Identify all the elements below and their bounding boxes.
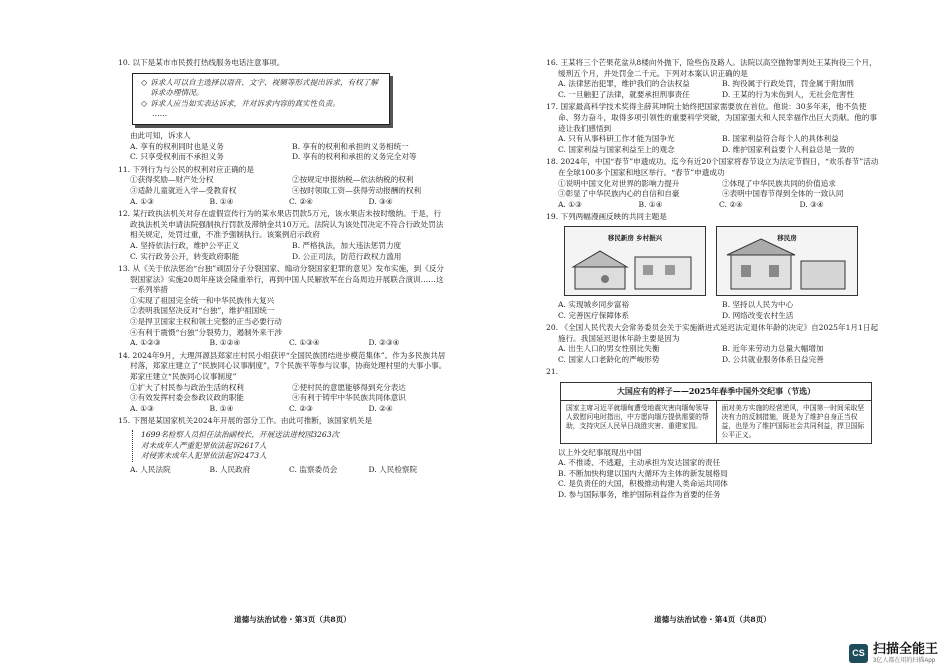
statement: ③是捍卫国家主权和领土完整的正当必要行动 <box>130 317 282 327</box>
comic-right <box>716 226 858 296</box>
question-15 <box>118 416 448 475</box>
question-13 <box>118 264 448 349</box>
option: C. 完善医疗保障体系 <box>558 310 630 320</box>
options <box>118 465 448 476</box>
statement: ①获得奖励—财产处分权 <box>130 175 214 185</box>
page-footer-3: 道德与法治试卷・第3页（共8页） <box>234 615 351 624</box>
statement: ③适龄儿童就近入学—受教育权 <box>130 185 237 195</box>
statement: ④按时领取工资—获得劳动报酬的权利 <box>292 185 422 195</box>
question-stem: 20. 《全国人民代表大会常务委员会关于实施渐进式延迟法定退休年龄的决定》自2025年1月1日起施行。我国延迟退休年龄主要是因为 <box>546 323 879 343</box>
option: C. ②③ <box>289 403 313 413</box>
option: D. 公正司法，防范行政权力滥用 <box>292 251 402 261</box>
statement: ①说明中国文化对世界的影响力提升 <box>558 178 680 188</box>
diary-body <box>561 401 871 443</box>
statement: ③彰显了中华民族内心的自信和自豪 <box>558 189 680 199</box>
option: C. 只享受权利而不承担义务 <box>130 152 224 162</box>
figure-line: 对未成年人严重犯罪依法起诉2617人 <box>141 440 267 450</box>
diary-entry-left: 国家主席习近平就缅甸遭受地震灾害向缅甸领导人致慰问电时指出，中方愿向缅方提供需要的帮助，支持灾区人民早日战胜灾害、重建家园。 <box>566 403 709 430</box>
statement: ①扩大了村民参与政治生活的权利 <box>130 382 244 392</box>
option: D. ②③④ <box>368 338 400 348</box>
option: D. ②④ <box>368 403 393 413</box>
option: D. 享有的权利和承担的义务完全对等 <box>292 152 417 162</box>
option: C. 实行政务公开，转变政府职能 <box>130 251 240 261</box>
question-19 <box>546 212 880 321</box>
options <box>118 338 448 349</box>
option: B. ①④ <box>209 403 234 413</box>
options <box>546 458 880 500</box>
option: D. 维护国家利益要个人利益总是一致的 <box>722 144 855 154</box>
diary-entry-right: 面对美方实施的经营逆风，中国第一时间采取坚决有力的反制措施，既是为了维护自身正当权益，也是为了维护国际社会共同利益，捍卫国际公平正义。 <box>716 401 872 443</box>
diary-title: 大国应有的样子——2025年春季中国外交纪事（节选） <box>561 383 871 401</box>
statement-items <box>118 383 448 404</box>
question-12 <box>118 209 448 262</box>
option: A. ①②③ <box>130 338 161 348</box>
option: C. 一旦触犯了法律，就要承担刑事责任 <box>558 89 690 99</box>
agency-work-figure <box>132 430 341 462</box>
statement: ③有效发挥村委会参政议政的职能 <box>130 393 244 403</box>
option: D. ③④ <box>799 199 824 209</box>
option: B. 坚持以人民为中心 <box>722 299 794 309</box>
option: B. ①②④ <box>209 338 241 348</box>
option: B. 近年来劳动力总量大幅增加 <box>722 344 824 354</box>
option: A. ①③ <box>558 199 582 209</box>
option: A. 法律惩治犯罪，维护我们的合法权益 <box>558 79 690 89</box>
comic-left-caption: 移民新房 乡村振兴 <box>607 233 663 242</box>
question-number: 21. <box>546 367 559 377</box>
options <box>118 241 448 262</box>
option: B. ①④ <box>638 199 663 209</box>
statement: ④有利于震慑“台独”分裂势力，遏制外来干涉 <box>130 327 283 337</box>
page-3-column <box>118 58 448 477</box>
comic-left <box>564 226 706 296</box>
camscanner-logo-icon: CS <box>849 644 868 663</box>
question-stem: 19. 下列两幅漫画反映的共同主题是 <box>546 212 667 222</box>
option: A. 坚持依法行政，维护公平正义 <box>130 240 240 250</box>
watermark-subtitle: 3亿人都在用的扫描App <box>872 658 935 664</box>
question-stem: 11. 下列行为与公民的权利对应正确的是 <box>118 164 254 174</box>
statement: ②按规定申报纳税—依法纳税的权利 <box>292 175 414 185</box>
question-20 <box>546 323 880 365</box>
option: D. 王某的行为未伤到人，无社会危害性 <box>722 89 855 99</box>
option: B. ①④ <box>209 196 234 206</box>
option: B. 不断加快构建以国内大循环为主体的新发展格局 <box>558 468 728 478</box>
option: A. 人民法院 <box>130 464 171 474</box>
page-4-column <box>546 58 880 503</box>
comic-pair <box>564 226 880 296</box>
option: B. 享有的权利和承担的义务相统一 <box>292 141 409 151</box>
options <box>546 134 880 155</box>
statement: ④有利于铸牢中华民族共同体意识 <box>292 393 406 403</box>
question-stem: 12. 某行政执法机关对存在虚假宣传行为的某水果店罚款5万元，该水果店未按时缴纳。于是，行政执法机关申请法院强制执行罚款及滞纳金共10万元。法院认为该处罚决定不符合行政处罚法相关规定，处罚过重，不准予强制执行。该案例启示政府 <box>118 209 444 240</box>
diamond-icon: ◇ <box>141 77 148 87</box>
page-footer-4: 道德与法治试卷・第4页（共8页） <box>654 615 771 624</box>
option: C. 国家利益与国家利益至上的观念 <box>558 144 675 154</box>
option: C. ②④ <box>289 196 313 206</box>
option: D. 公共就业服务体系日益完善 <box>722 354 824 364</box>
question-lead: 由此可知，诉求人 <box>130 130 191 140</box>
option: A. 享有的权利同时也是义务 <box>130 141 224 151</box>
options <box>546 79 880 100</box>
question-stem: 17. 国家最高科学技术奖得主薛其坤院士始终把国家需要放在首位。他说：30多年来，他不负使命、努力奋斗，取得多项引领性的重要科学突破，为国家强大和人民幸福作出巨大贡献。他的事迹让我们感悟到 <box>546 102 877 133</box>
options <box>118 197 448 208</box>
option: B. 严格执法，加大违法惩罚力度 <box>292 240 402 250</box>
option: C. 监察委员会 <box>289 464 338 474</box>
notice-line: 诉求人应当如实表达诉求，并对诉求内容的真实性负责。 <box>150 98 340 108</box>
options <box>546 200 880 211</box>
watermark-name: 扫描全能王 <box>872 641 938 656</box>
question-stem: 15. 下图是某国家机关2024年开展的部分工作。由此可推断，该国家机关是 <box>118 416 373 426</box>
options <box>118 404 448 415</box>
statement: ②体现了中华民族共同的价值追求 <box>722 178 836 188</box>
comic-right-caption: 移民房 <box>777 233 797 242</box>
question-stem: 16. 王某将三个芒果花盆从8楼向外抛下，险些伤及路人。法院以高空抛物罪判处王某拘役三个月，缓刑五个月，并处罚金二千元。下列对本案认识正确的是 <box>546 58 877 78</box>
question-14 <box>118 351 448 415</box>
question-16 <box>546 58 880 100</box>
question-18 <box>546 157 880 210</box>
option: A. 不推诿、不逃避，主动承担为发达国家的责任 <box>558 458 721 468</box>
statement-items <box>546 179 880 200</box>
option: A. 出生人口的男女性别比失衡 <box>558 344 660 354</box>
question-stem: 10. 以下是某市市民拨打热线服务电话注意事项。 <box>118 58 285 67</box>
option: D. 参与国际事务，维护国际利益作为首要的任务 <box>558 490 721 500</box>
option: D. 人民检察院 <box>368 464 418 474</box>
option: B. 拘役属于行政处罚，罚金属于附加刑 <box>722 79 854 89</box>
option: D. 网络改变农村生活 <box>722 310 794 320</box>
notice-line: 诉求人可以自主选择以语音、文字、视频等形式提出诉求，有权了解诉求办理情况。 <box>150 77 378 98</box>
statement: ④表明中国春节得到全体的一致认同 <box>722 189 844 199</box>
option: C. ②④ <box>719 199 743 209</box>
question-21 <box>546 367 880 500</box>
option: C. ①③④ <box>289 338 320 348</box>
hotline-notice-box <box>132 73 390 125</box>
diamond-icon: ◇ <box>141 98 148 108</box>
watermark-text <box>873 642 938 664</box>
option: C. 是负责任的大国，积极推动构建人类命运共同体 <box>558 479 728 489</box>
option: D. ③④ <box>368 196 393 206</box>
scanner-watermark <box>849 642 938 664</box>
statement: ②使村民的意愿能够得到充分表达 <box>292 382 406 392</box>
question-stem: 18. 2024年，中国“春节”申遗成功。迄今有近20个国家将春节设立为法定节假日，“欢乐春节”活动在全球100多个国家和地区举行。“春节”申遗成功 <box>546 157 879 177</box>
options <box>118 142 448 163</box>
question-lead: 以上外交纪事展现出中国 <box>558 447 642 457</box>
statement: ②表明我国坚决反对“台独”，维护祖国统一 <box>130 306 275 316</box>
options <box>546 344 880 365</box>
question-10 <box>118 58 448 163</box>
question-stem: 14. 2024年9月，大理洱源县郑家庄村民小组获评“全国民族团结进步模范集体”。作为多民族共居村落，郑家庄建立了“民族同心议事制度”，7个民族平等参与议事，协商处理村里的大事小事。郑家庄建立“民族同心议事制度” <box>118 350 447 382</box>
question-17 <box>546 102 880 155</box>
diplomacy-diary-box <box>560 382 872 444</box>
option: B. 国家利益符合每个人的具体利益 <box>722 134 839 144</box>
statement-items <box>118 296 448 338</box>
question-stem: 13. 从《关于依法惩治“台独”顽固分子分裂国家、煽动分裂国家犯罪的意见》发布实施，到《反分裂国家法》实施20周年座谈会隆重举行，再到中国人民解放军在台岛周边开展联合演训……这一系列举措 <box>118 264 444 295</box>
option: A. 只有从事科研工作才能为国争光 <box>558 134 675 144</box>
question-11 <box>118 165 448 207</box>
option: C. 国家人口老龄化的严峻形势 <box>558 354 660 364</box>
statement: ①实现了祖国完全统一和中华民族伟大复兴 <box>130 295 275 305</box>
options <box>546 300 880 321</box>
statement-items <box>118 175 448 196</box>
notice-line: …… <box>152 109 168 119</box>
option: B. 人民政府 <box>209 464 251 474</box>
figure-line: 1699名检察人员担任法治副校长，开展送法进校园3263次 <box>141 430 340 439</box>
option: A. ①③ <box>130 403 154 413</box>
option: A. 实现城乡同步富裕 <box>558 299 630 309</box>
figure-line: 对侵害未成年人犯罪依法起诉2473人 <box>141 451 267 461</box>
option: A. ①③ <box>130 196 154 206</box>
